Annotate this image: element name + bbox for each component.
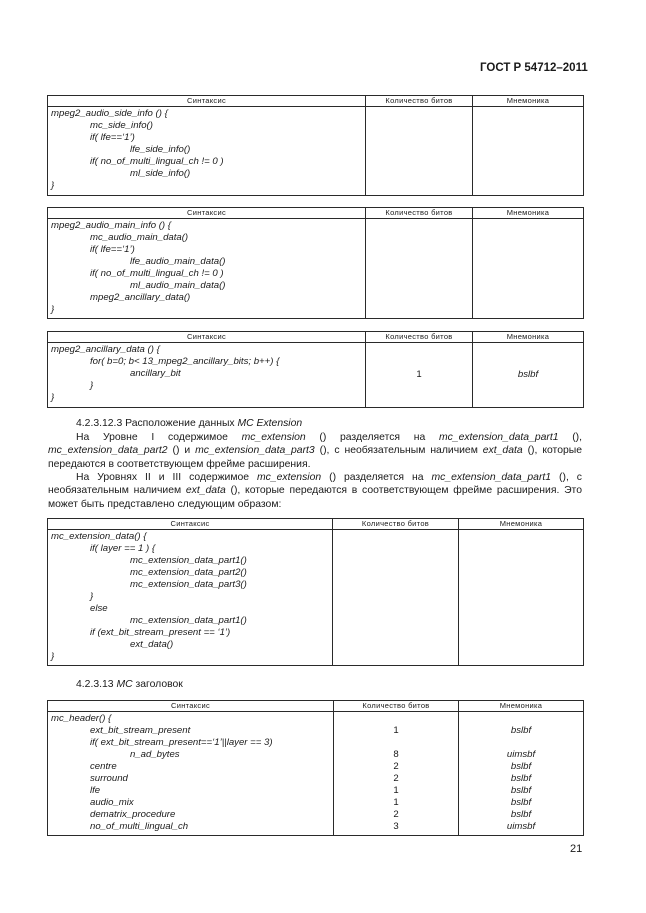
mnemonic-value: bslbf	[510, 725, 532, 736]
bits-cell	[334, 712, 458, 835]
bits-value: 1	[393, 797, 399, 808]
bits-value: 2	[393, 809, 399, 820]
syntax-line: if( ext_bit_stream_present==‘1’||layer == 3)	[90, 737, 273, 748]
bits-value: 1	[393, 725, 399, 736]
syntax-table-mc-extension	[47, 518, 584, 666]
syntax-line: mc_extension_data() {	[51, 531, 147, 542]
bits-value: 1	[393, 785, 399, 796]
syntax-line: audio_mix	[90, 797, 134, 808]
col-header-mnemonic: Мнемоника	[459, 519, 584, 530]
syntax-line: }	[51, 304, 55, 315]
mnemonic-value: bslbf	[517, 369, 539, 380]
syntax-line: dematrix_procedure	[90, 809, 176, 820]
mnemonic-value: bslbf	[510, 797, 532, 808]
syntax-table-ancillary	[47, 331, 584, 408]
syntax-line: if( layer == 1 ) {	[90, 543, 156, 554]
bits-value: 1	[416, 369, 422, 380]
col-header-mnemonic: Мнемоника	[473, 96, 584, 107]
syntax-line: mc_side_info()	[90, 120, 153, 131]
syntax-line: lfe	[90, 785, 101, 796]
col-header-syntax: Синтаксис	[48, 332, 366, 343]
syntax-line: mpeg2_ancillary_data()	[90, 292, 191, 303]
syntax-cell	[48, 343, 365, 407]
syntax-line: mpeg2_ancillary_data () {	[51, 344, 160, 355]
mnemonic-value: uimsbf	[506, 749, 536, 760]
syntax-line: lfe_side_info()	[130, 144, 191, 155]
col-header-syntax: Синтаксис	[48, 208, 366, 219]
syntax-line: mpeg2_audio_main_info () {	[51, 220, 172, 231]
col-header-bits: Количество битов	[366, 208, 473, 219]
syntax-line: mc_extension_data_part1()	[130, 615, 247, 626]
bits-value: 2	[393, 761, 399, 772]
col-header-bits: Количество битов	[366, 96, 473, 107]
syntax-line: lfe_audio_main_data()	[130, 256, 226, 267]
syntax-line: }	[90, 591, 94, 602]
syntax-table-mc-header	[47, 700, 584, 836]
syntax-line: ml_side_info()	[130, 168, 191, 179]
col-header-bits: Количество битов	[366, 332, 473, 343]
syntax-line: }	[90, 380, 94, 391]
col-header-mnemonic: Мнемоника	[473, 332, 584, 343]
syntax-line: surround	[90, 773, 128, 784]
mnemonic-value: bslbf	[510, 773, 532, 784]
syntax-line: if( no_of_multi_lingual_ch != 0 )	[90, 268, 224, 279]
mnemonic-cell	[459, 712, 583, 835]
syntax-cell	[48, 219, 365, 318]
syntax-line: ext_bit_stream_present	[90, 725, 191, 736]
syntax-line: for( b=0; b< 13_mpeg2_ancillary_bits; b++) {	[90, 356, 280, 367]
page-number: 21	[570, 843, 583, 855]
syntax-line: }	[51, 180, 55, 191]
col-header-syntax: Синтаксис	[48, 96, 366, 107]
paragraph-level-2-3: На Уровнях II и III содержимое mc_extension () разделяется на mc_extension_data_part1 (), с необязательным наличием ext_data (), которые передаются в соответствующем фрейме расширения. Это может быть представлено следующим образом:	[48, 472, 583, 510]
mnemonic-value: bslbf	[510, 809, 532, 820]
syntax-line: }	[51, 392, 55, 403]
syntax-line: mpeg2_audio_side_info () {	[51, 108, 168, 119]
bits-value: 3	[393, 821, 399, 832]
bits-value: 8	[393, 749, 399, 760]
syntax-cell	[48, 530, 332, 665]
syntax-line: no_of_multi_lingual_ch	[90, 821, 189, 832]
standard-designation: ГОСТ Р 54712–2011	[480, 62, 588, 74]
syntax-line: ext_data()	[130, 639, 174, 650]
syntax-line: mc_extension_data_part3()	[130, 579, 247, 590]
col-header-bits: Количество битов	[333, 519, 459, 530]
syntax-line: if( lfe==‘1’)	[90, 244, 135, 255]
section-heading-13: 4.2.3.13 MC заголовок	[76, 679, 183, 690]
syntax-line: else	[90, 603, 108, 614]
syntax-table-main-info	[47, 207, 584, 319]
syntax-line: }	[51, 651, 55, 662]
syntax-line: mc_header() {	[51, 713, 112, 724]
syntax-line: mc_audio_main_data()	[90, 232, 189, 243]
syntax-line: ancillary_bit	[130, 368, 181, 379]
syntax-line: n_ad_bytes	[130, 749, 180, 760]
paragraph-level-1: На Уровне I содержимое mc_extension () разделяется на mc_extension_data_part1 (), mc_extension_data_part2 () и mc_extension_data_part3 (), с необязательным наличием ext_data (), которые передаются в соответствующем фрейме расширения.	[48, 432, 583, 470]
syntax-line: ml_audio_main_data()	[130, 280, 226, 291]
syntax-line: mc_extension_data_part2()	[130, 567, 247, 578]
section-heading-12-3: 4.2.3.12.3 Расположение данных MC Extension	[76, 418, 303, 429]
col-header-mnemonic: Мнемоника	[473, 208, 584, 219]
syntax-cell	[48, 712, 333, 835]
col-header-syntax: Синтаксис	[48, 519, 333, 530]
mnemonic-value: uimsbf	[506, 821, 536, 832]
col-header-mnemonic: Мнемоника	[459, 701, 584, 712]
col-header-syntax: Синтаксис	[48, 701, 334, 712]
syntax-cell	[48, 107, 365, 195]
syntax-line: if( lfe==‘1’)	[90, 132, 135, 143]
bits-value: 2	[393, 773, 399, 784]
syntax-line: mc_extension_data_part1()	[130, 555, 247, 566]
col-header-bits: Количество битов	[334, 701, 459, 712]
mnemonic-value: bslbf	[510, 785, 532, 796]
syntax-table-side-info	[47, 95, 584, 196]
syntax-line: centre	[90, 761, 117, 772]
syntax-line: if (ext_bit_stream_present == ‘1’)	[90, 627, 231, 638]
mnemonic-value: bslbf	[510, 761, 532, 772]
syntax-line: if( no_of_multi_lingual_ch != 0 )	[90, 156, 224, 167]
